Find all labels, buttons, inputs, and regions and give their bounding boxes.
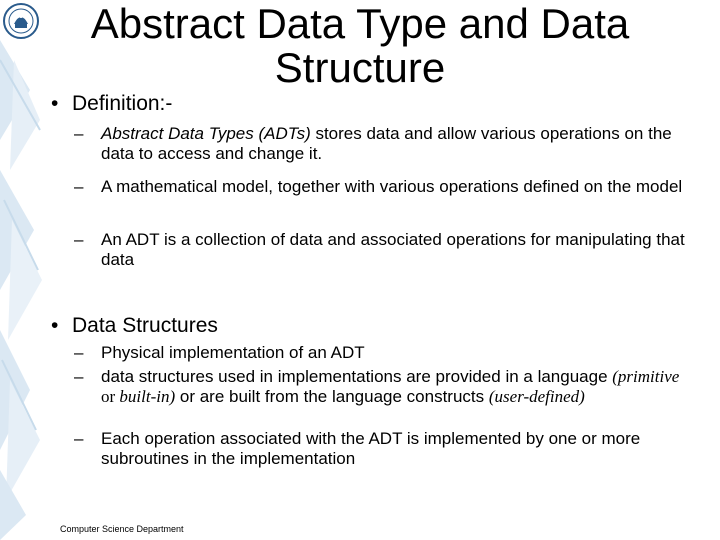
list-item xyxy=(74,367,691,406)
decorative-side-strip xyxy=(0,0,46,540)
list-item xyxy=(74,230,691,269)
bullet-symbol: • xyxy=(51,92,59,115)
primitive-term: (primitive xyxy=(612,367,680,386)
list-item xyxy=(74,124,691,163)
dash-symbol: – xyxy=(74,124,84,143)
or-word: or xyxy=(101,386,120,406)
list-item-text: A mathematical model, together with various operations defined on the model xyxy=(101,177,683,196)
list-item xyxy=(74,177,691,197)
list-item xyxy=(74,343,691,363)
bullet-data-structures xyxy=(51,314,218,338)
list-item-text: Each operation associated with the ADT is implemented by one or more subroutines in the implementation xyxy=(101,429,641,468)
dash-symbol: – xyxy=(74,367,84,386)
builtin-term: built-in) xyxy=(119,386,176,406)
dash-symbol: – xyxy=(74,343,84,362)
dash-symbol: – xyxy=(74,429,84,448)
university-seal-icon xyxy=(2,2,40,40)
list-item-text: data structures used in implementations are provided in a language xyxy=(101,367,613,386)
list-item-text: or are built from the language constructs xyxy=(175,386,489,406)
list-item-text: Physical implementation of an ADT xyxy=(101,343,365,362)
list-item-text: An ADT is a collection of data and associated operations for manipulating that data xyxy=(101,230,685,269)
list-item-text: stores data and allow various operations on the data to access and change it. xyxy=(101,124,672,163)
footer-department: Computer Science Department xyxy=(60,524,184,534)
bullet-label: Data Structures xyxy=(72,314,218,337)
bullet-definition xyxy=(51,92,173,116)
user-defined-term: (user-defined) xyxy=(488,386,585,406)
list-item xyxy=(74,429,691,468)
adt-term: Abstract Data Types (ADTs) xyxy=(101,124,311,143)
bullet-symbol: • xyxy=(51,314,59,337)
dash-symbol: – xyxy=(74,230,84,249)
slide-title: Abstract Data Type and Data Structure xyxy=(90,0,630,91)
dash-symbol: – xyxy=(74,177,84,196)
bullet-label: Definition:- xyxy=(72,92,173,115)
